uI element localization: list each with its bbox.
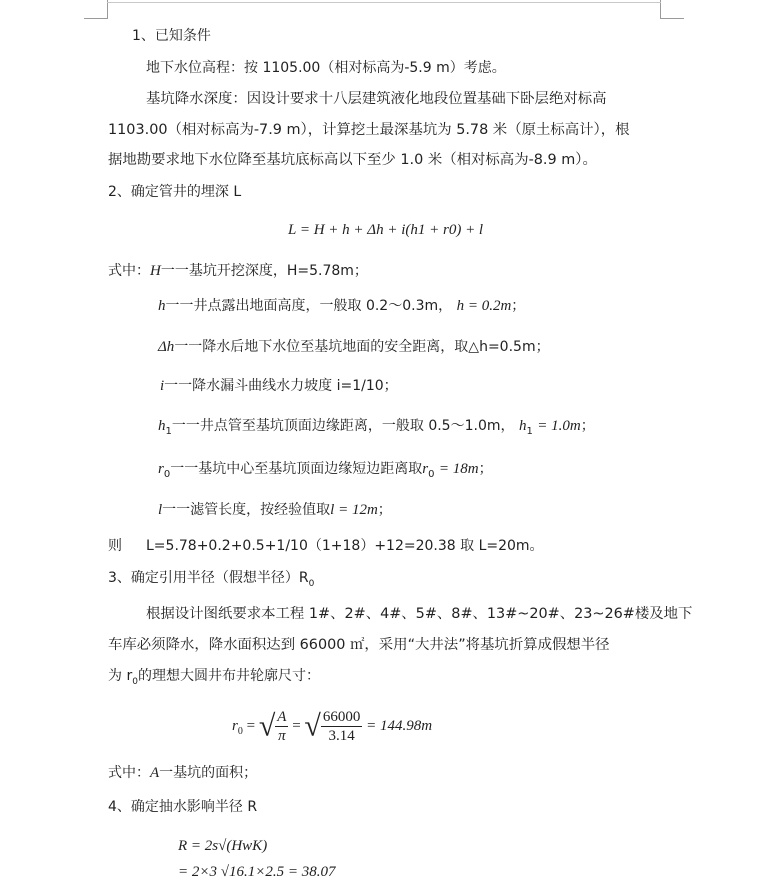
formula-result: = 144.98m xyxy=(366,718,433,734)
symbol-l: l xyxy=(158,502,163,518)
symbol-dh-desc: 一一降水后地下水位至基坑地面的安全距离，取△h=0.5m； xyxy=(174,339,550,355)
section-2-heading: 2、确定管井的埋深 L xyxy=(108,184,242,200)
symbol-A-row: 式中：A一基坑的面积； xyxy=(108,765,258,781)
section-4-heading: 4、确定抽水影响半径 R xyxy=(108,799,258,815)
symbol-h1: h xyxy=(158,418,166,434)
formula-frac-values: $\frac{66000}{3.14}$ xyxy=(322,709,361,745)
dewatering-depth-line: 基坑降水深度：因设计要求十八层建筑液化地段位置基础下卧层绝对标高 xyxy=(146,91,607,107)
symbol-r0-desc: 一一基坑中心至基坑顶面边缘短边距离取 xyxy=(170,461,423,477)
symbol-l-value: l = 12m xyxy=(330,502,378,518)
result-text: L=5.78+0.2+0.5+1/10（1+18）+12=20.38 取 L=20m。 xyxy=(146,538,544,554)
symbol-i: i xyxy=(160,378,165,394)
symbol-l-row: l一一滤管长度，按经验值取l = 12m； xyxy=(158,502,392,518)
symbol-l-desc: 一一滤管长度，按经验值取 xyxy=(162,502,331,518)
symbol-H-row xyxy=(108,261,368,281)
symbol-h-row: h一一井点露出地面高度，一般取 0.2～0.3m， h = 0.2m； xyxy=(158,298,526,314)
symbol-H: H xyxy=(150,263,161,279)
influence-radius-partial: = 2×3 √16.1×2.5 = 38.07 xyxy=(178,864,336,880)
radius-paragraph-line-3: 为 $r_0$的理想大圆井布井轮廓尺寸： xyxy=(108,668,320,687)
symbol-A-desc: 一基坑的面积； xyxy=(159,765,258,781)
symbol-h-value: h = 0.2m xyxy=(456,298,512,314)
section-1-heading: 1、已知条件 xyxy=(132,28,211,44)
water-level-line: 地下水位高程：按 1105.00（相对标高为-5.9 m）考虑。 xyxy=(146,60,506,76)
where-intro: 式中： xyxy=(108,263,150,279)
symbol-r0-row: $r_0$一一基坑中心至基坑顶面边缘短边距离取$r_0 = 18m$； xyxy=(158,461,493,480)
symbol-A: A xyxy=(150,765,160,781)
symbol-h: h xyxy=(158,298,166,314)
dewatering-depth-line-2: 1103.00（相对标高为-7.9 m），计算挖土最深基坑为 5.78 米（原土标高计），根 xyxy=(108,122,630,138)
radius-paragraph-line-2: 车库必须降水，降水面积达到 66000 ㎡，采用“大井法”将基坑折算成假想半径 xyxy=(108,637,610,653)
symbol-i-desc: 一一降水漏斗曲线水力坡度 i=1/10； xyxy=(164,378,398,394)
symbol-r0-value: = 18m xyxy=(438,461,479,477)
influence-radius-formula: R = 2s√(HwK) xyxy=(178,838,268,854)
formula-frac-A-pi: $\frac{A}{\pi}$ xyxy=(277,709,287,745)
radius-paragraph-line-1: 根据设计图纸要求本工程 1#、2#、4#、5#、8#、13#~20#、23~26#楼及地下 xyxy=(146,606,693,622)
radius-formula: $r_0$ = √ $\frac{A}{\pi}$ = √ $\frac{66000}{3.14}$ = 144.98m xyxy=(232,709,433,745)
result-row xyxy=(108,536,544,556)
result-prefix: 则 xyxy=(108,538,122,554)
symbol-H-desc: 一一基坑开挖深度，H=5.78m； xyxy=(160,263,368,279)
symbol-h1-desc: 一一井点管至基坑顶面边缘距离，一般取 0.5～1.0m， xyxy=(171,418,515,434)
symbol-h1-value: = 1.0m xyxy=(537,418,581,434)
symbol-dh: Δh xyxy=(158,339,175,355)
pipe-depth-formula: L = H + h + Δh + i(h1 + r0) + l xyxy=(288,222,484,238)
symbol-i-row xyxy=(160,376,398,396)
symbol-dh-row xyxy=(158,337,550,357)
symbol-h1-row: $h_1$一一井点管至基坑顶面边缘距离，一般取 0.5～1.0m， $h_1 = 1.0m$； xyxy=(158,418,595,437)
section-3-heading: 3、确定引用半径（假想半径）$R_0$ xyxy=(108,570,315,589)
symbol-r0: r xyxy=(158,461,164,477)
dewatering-depth-line-3: 据地勘要求地下水位降至基坑底标高以下至少 1.0 米（相对标高为-8.9 m）。 xyxy=(108,152,597,168)
symbol-h-desc: 一一井点露出地面高度，一般取 0.2～0.3m， xyxy=(165,298,453,314)
